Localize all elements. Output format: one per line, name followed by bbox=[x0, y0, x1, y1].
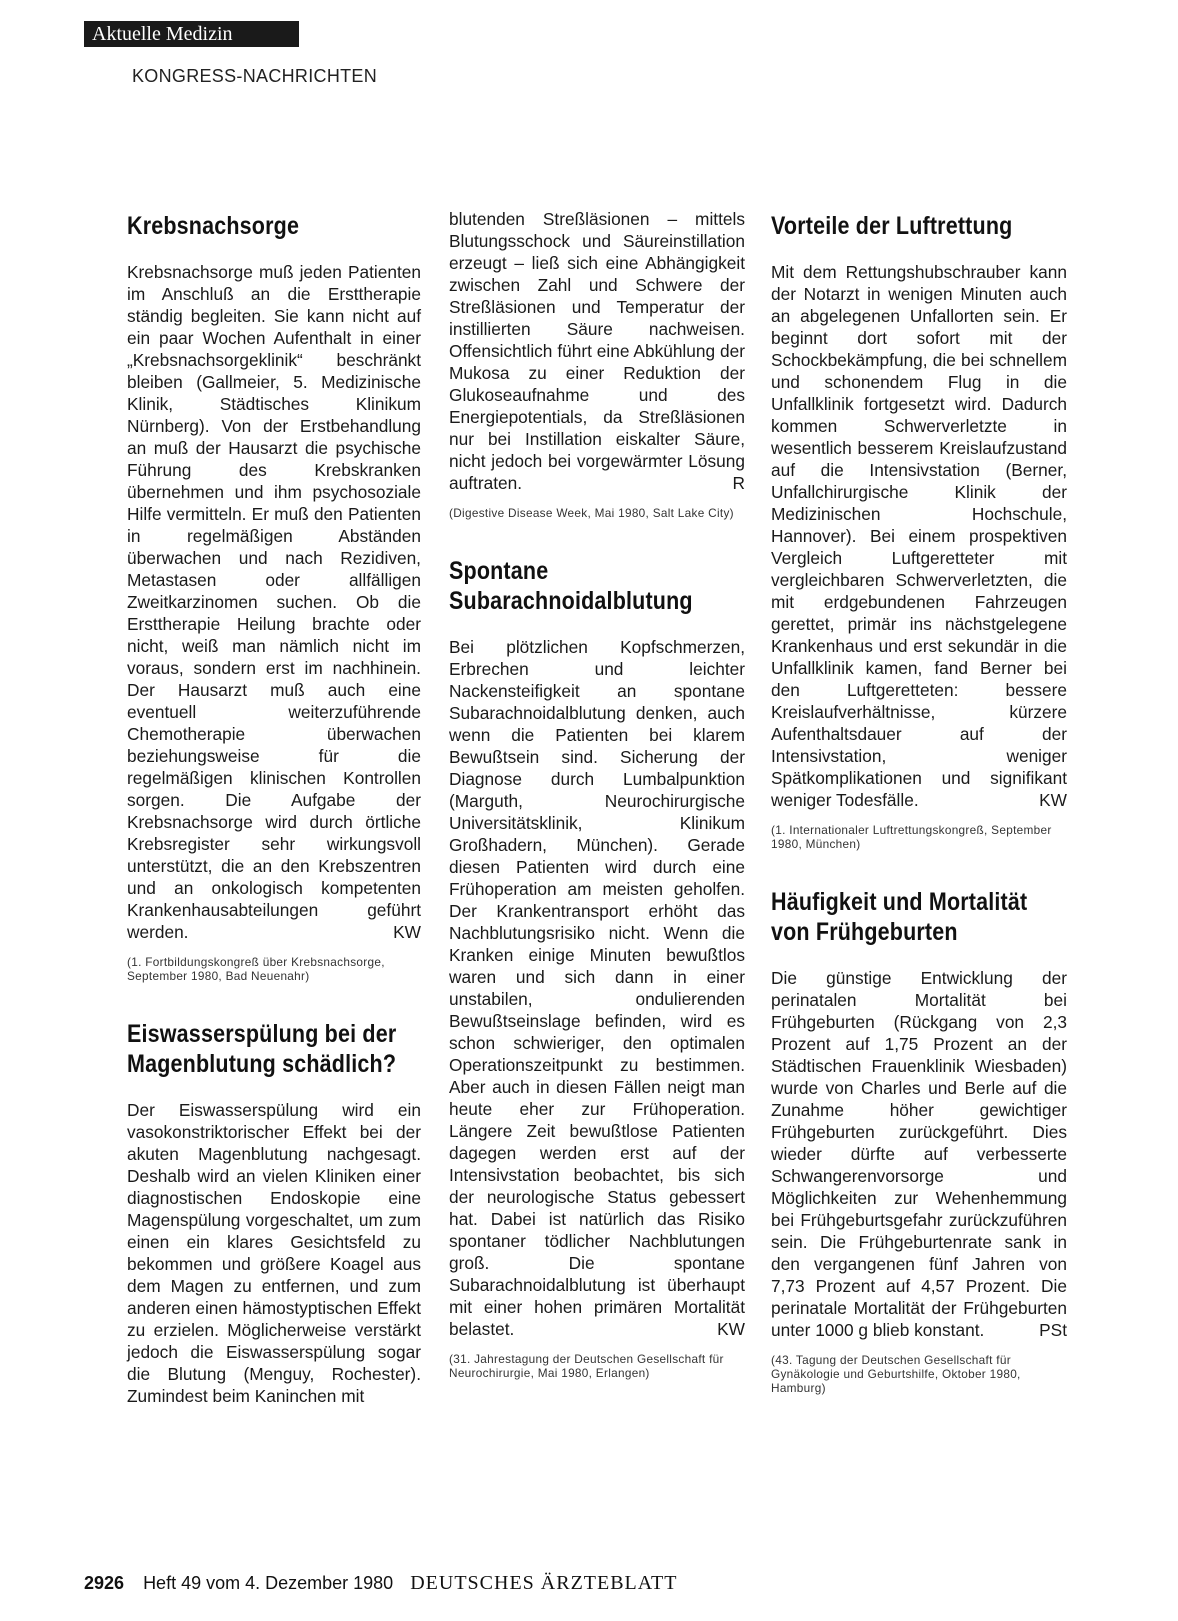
author-signature: KW bbox=[393, 922, 421, 942]
article-title: Krebsnachsorge bbox=[127, 212, 300, 240]
rubric-banner bbox=[84, 21, 299, 47]
article-title: Eiswasserspülung bei der Magenblutung schädlich? bbox=[127, 1020, 397, 1078]
issue-info: Heft 49 vom 4. Dezember 1980 bbox=[143, 1573, 394, 1593]
article-body: Mit dem Rettungshubschrauber kann der Notarzt in wenigen Minuten auch an abgelegenen Unfallorten sein. Er beginnt dort sofort mit der Schockbekämpfung, die bei schnellem und schonendem Flug in die Unfallklinik fortgesetzt wird. Dadurch kommen Schwerverletzte in wesentlich besserem Kreislaufzustand auf die Intensivstation (Berner, Unfallchirurgische Klinik der Medizinischen Hochschule, Hannover). Bei einem prospektiven Vergleich Luftgeretteter mit vergleichbaren Schwerverletzten, die mit erdgebundenen Fahrzeugen gerettet, primär ins nächstgelegene Krankenhaus und erst sekundär in die Unfallklinik kamen, fand Berner bei den Luftgeretteten: bessere Kreislaufverhältnisse, kürzere Aufenthaltsdauer auf der Intensivstation, weniger Spätkomplikationen und signifikant weniger Todesfälle. KW bbox=[771, 262, 1067, 810]
author-signature: KW bbox=[1039, 790, 1067, 810]
article-source: (1. Fortbildungskongreß über Krebsnachsorge, September 1980, Bad Neuenahr) bbox=[127, 955, 385, 983]
article-subarachnoidal bbox=[449, 556, 745, 1380]
article-title: Vorteile der Luftrettung bbox=[771, 212, 1013, 240]
article-luftrettung bbox=[771, 211, 1067, 851]
article-body: Krebsnachsorge muß jeden Patienten im Anschluß an die Ersttherapie ständig begleiten. Sie kann nicht auf ein paar Wochen Aufenthalt in einer „Krebsnachsorgeklinik“ beschränkt bleiben (Gallmeier, 5. Medizinische Klinik, Städtisches Klinikum Nürnberg). Von der Erstbehandlung an muß der Hausarzt die psychische Führung des Krebskranken übernehmen und ihm psychosoziale Hilfe vermitteln. Er muß den Patienten in regelmäßigen Abständen überwachen und nach Rezidiven, Metastasen oder allfälligen Zweitkarzinomen suchen. Ob die Ersttherapie Heilung brachte oder nicht, weiß man nämlich nicht im voraus, sondern erst im nachhinein. Der Hausarzt muß auch eine eventuell weiterzuführende Chemotherapie überwachen beziehungsweise für die regelmäßigen klinischen Kontrollen sorgen. Die Aufgabe der Krebsnachsorge wird durch örtliche Krebsregister sehr wirkungsvoll unterstützt, die an den Krebszentren und an onkologisch kompetenten Krankenhausabteilungen geführt werden. KW bbox=[127, 262, 421, 942]
article-body: Die günstige Entwicklung der perinatalen Mortalität bei Frühgeburten (Rückgang von 2,3 Prozent auf 1,75 Prozent an der Städtischen Frauenklinik Wiesbaden) wurde von Charles und Berle auf die Zunahme höher gewichtiger Frühgeburten zurückgeführt. Dies wieder dürfte auf verbesserte Schwangerenvorsorge und Möglichkeiten zur Wehenhemmung bei Frühgeburtsgefahr zurückzuführen sein. Die Frühgeburtenrate sank in den vergangenen fünf Jahren von 7,73 Prozent auf 4,57 Prozent. Die perinatale Mortalität der Frühgeburten unter 1000 g blieb konstant. PSt bbox=[771, 968, 1067, 1340]
author-signature: PSt bbox=[1039, 1320, 1067, 1340]
article-eiswasser-continued bbox=[449, 208, 745, 520]
article-source: (Digestive Disease Week, Mai 1980, Salt Lake City) bbox=[449, 506, 734, 520]
article-krebsnachsorge bbox=[127, 211, 421, 983]
rubric-label: Aktuelle Medizin bbox=[92, 23, 233, 45]
column-2 bbox=[449, 208, 745, 1416]
column-1 bbox=[127, 211, 421, 1443]
article-title: Spontane Subarachnoidalblutung bbox=[449, 557, 693, 615]
article-fruehgeburten bbox=[771, 887, 1067, 1395]
page-number: 2926 bbox=[84, 1573, 125, 1593]
article-source: (31. Jahrestagung der Deutschen Gesellschaft für Neurochirurgie, Mai 1980, Erlangen) bbox=[449, 1352, 724, 1380]
article-title: Häufigkeit und Mortalität von Frühgeburten bbox=[771, 888, 1028, 946]
page-footer bbox=[84, 1572, 677, 1595]
journal-name: DEUTSCHES ÄRZTEBLATT bbox=[410, 1572, 678, 1594]
article-source: (43. Tagung der Deutschen Gesellschaft für Gynäkologie und Geburtshilfe, Oktober 1980, Hamburg) bbox=[771, 1353, 1021, 1395]
article-body: Der Eiswasserspülung wird ein vasokonstriktorischer Effekt bei der akuten Magenblutung nachgesagt. Deshalb wird an vielen Kliniken einer diagnostischen Endoskopie eine Magenspülung vorgeschaltet, um zum einen ein klares Gesichtsfeld zu bekommen und größere Koagel aus dem Magen zu entfernen, und zum anderen einen hämostyptischen Effekt zu erzielen. Möglicherweise verstärkt jedoch die Eiswasserspülung sogar die Blutung (Menguy, Rochester). Zumindest beim Kaninchen mit bbox=[127, 1100, 421, 1406]
article-source: (1. Internationaler Luftrettungskongreß, September 1980, München) bbox=[771, 823, 1052, 851]
author-signature: KW bbox=[717, 1319, 745, 1339]
article-body-continuation: blutenden Streßläsionen – mittels Blutungsschock und Säureinstillation erzeugt – ließ sich eine Abhängigkeit zwischen Zahl und Schwere der Streßläsionen und Temperatur der instillierten Säure nachweisen. Offensichtlich führt eine Abkühlung der Mukosa zu einer Reduktion der Glukoseaufnahme und des Energiepotentials, da Streßläsionen nur bei Instillation eiskalter Säure, nicht jedoch bei vorgewärmter Lösung auftraten. R bbox=[449, 209, 745, 493]
column-3 bbox=[771, 211, 1067, 1431]
article-body: Bei plötzlichen Kopfschmerzen, Erbrechen und leichter Nackensteifigkeit an spontane Subarachnoidalblutung denken, auch wenn die Patienten bei klarem Bewußtsein sind. Sicherung der Diagnose durch Lumbalpunktion (Marguth, Neurochirurgische Universitätsklinik, Klinikum Großhadern, München). Gerade diesen Patienten wird durch eine Frühoperation am meisten geholfen. Der Krankentransport erhöht das Nachblutungsrisiko nicht. Wenn die Kranken einige Minuten bewußtlos waren und sich dann in einer unstabilen, ondulierenden Bewußtseinslage befinden, wird es schon schwieriger, den optimalen Operationszeitpunkt zu bestimmen. Aber auch in diesen Fällen neigt man heute eher zur Frühoperation. Längere Zeit bewußtlose Patienten dagegen werden erst auf der Intensivstation beobachtet, bis sich der neurologische Status gebessert hat. Dabei ist natürlich das Risiko spontaner tödlicher Nachblutungen groß. Die spontane Subarachnoidalblutung ist überhaupt mit einer hohen primären Mortalität belastet. KW bbox=[449, 637, 745, 1339]
article-eiswasser bbox=[127, 1019, 421, 1407]
author-signature: R bbox=[732, 473, 745, 493]
section-label: KONGRESS-NACHRICHTEN bbox=[132, 66, 378, 86]
